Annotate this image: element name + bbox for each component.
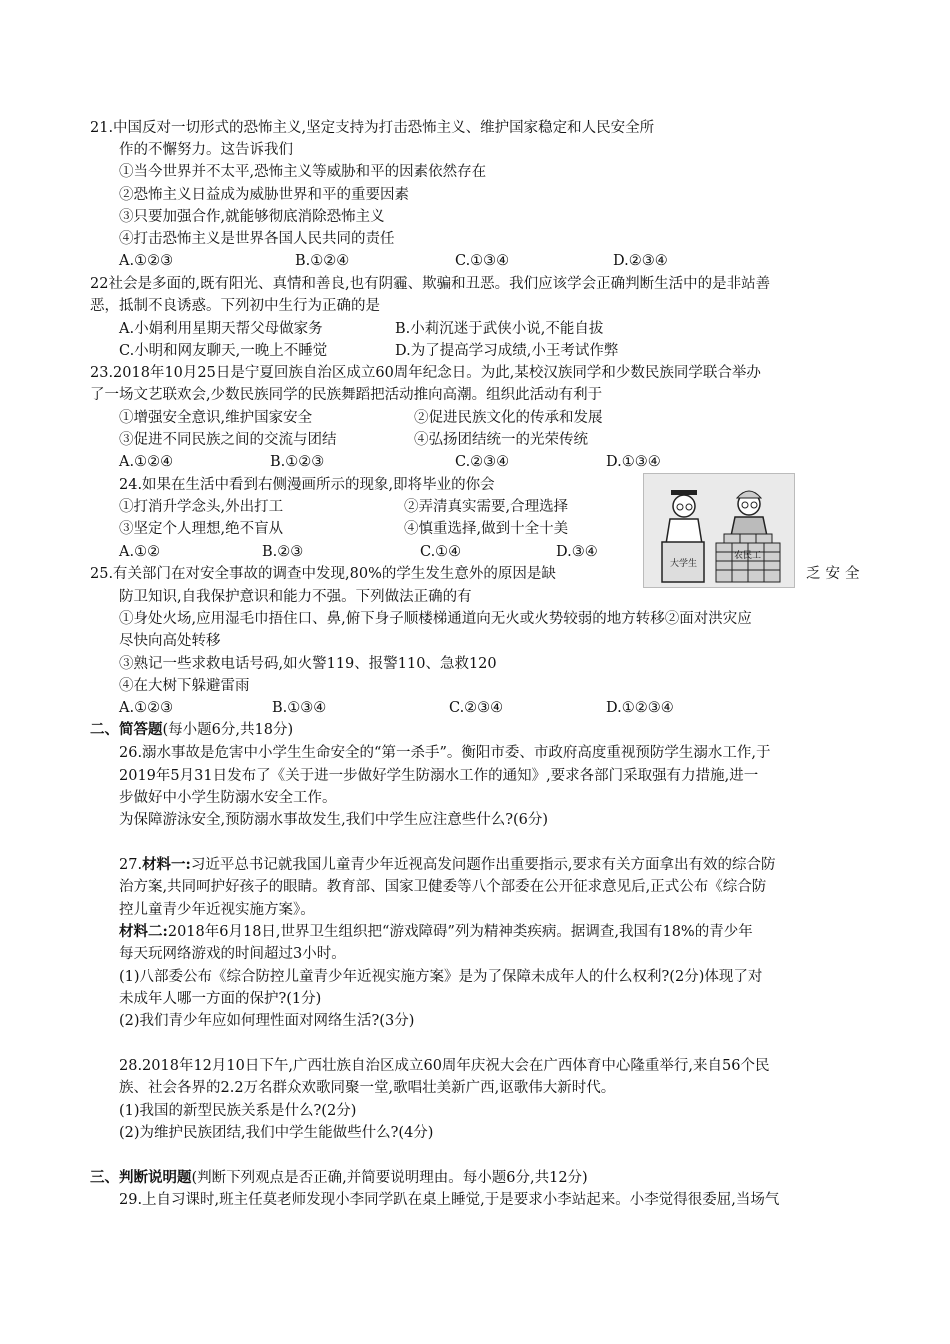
q26-line-2: 2019年5月31日发布了《关于进一步做好学生防溺水工作的通知》,要求各部门采取强有力措施,进一 <box>119 768 759 784</box>
q27-material-1-line2: 治方案,共同呵护好孩子的眼睛。教育部、国家卫健委等八个部委在公开征求意见后,正式公布《综合防 <box>119 879 767 895</box>
q21-stem-line1: 21.中国反对一切形式的恐怖主义,坚定支持为打击恐怖主义、维护国家稳定和人民安全所 <box>90 120 655 136</box>
q27-sub-question-1a: (1)八部委公布《综合防控儿童青少年近视实施方案》是为了保障未成年人的什么权利?(2分)体现了对 <box>119 969 763 985</box>
q27-sub-question-1b: 未成年人哪一方面的保护?(1分) <box>119 991 322 1007</box>
q21-item-2: ②恐怖主义日益成为威胁世界和平的重要因素 <box>119 187 409 203</box>
q24-option-a: A.①② <box>119 544 161 560</box>
q27-material-1-label: 材料一: <box>142 856 191 873</box>
section-3-note: (判断下列观点是否正确,并简要说明理由。每小题6分,共12分) <box>191 1170 588 1186</box>
q28-line-2: 族、社会各界的2.2万名群众欢歌同聚一堂,歌唱壮美新广西,讴歌伟大新时代。 <box>119 1080 616 1096</box>
q27-material-2-line2: 每天玩网络游戏的时间超过3小时。 <box>119 946 346 962</box>
q22-option-c: C.小明和网友聊天,一晚上不睡觉 <box>119 343 328 359</box>
q27-number: 27. <box>119 857 143 873</box>
q27-material-1-line3: 控儿童青少年近视实施方案》。 <box>119 902 315 918</box>
q23-option-b: B.①②③ <box>270 454 325 470</box>
q25-item-1-cont: 尽快向高处转移 <box>119 633 221 649</box>
q22-stem-line2: 恶，抵制不良诱惑。下列初中生行为正确的是 <box>90 298 380 314</box>
q25-option-a: A.①②③ <box>119 700 174 716</box>
q28-sub-question-2: (2)为维护民族团结,我们中学生能做些什么?(4分) <box>119 1125 434 1141</box>
q25-item-1: ①身处火场,应用湿毛巾捂住口、鼻,俯下身子顺楼梯通道向无火或火势较弱的地方转移②面对洪灾应 <box>119 611 752 627</box>
q25-item-3: ③熟记一些求救电话号码,如火警119、报警110、急救120 <box>119 656 497 672</box>
q22-option-b: B.小莉沉迷于武侠小说,不能自拔 <box>395 321 604 337</box>
q21-option-c: C.①③④ <box>455 253 510 269</box>
q23-stem-line2: 了一场文艺联欢会,少数民族同学的民族舞蹈把活动推向高潮。组织此活动有利于 <box>90 387 603 403</box>
q23-stem-line1: 23.2018年10月25日是宁夏回族自治区成立60周年纪念日。为此,某校汉族同学和少数民族同学联合举办 <box>90 365 761 381</box>
q25-option-b: B.①③④ <box>272 700 327 716</box>
q25-stem-line2: 防卫知识,自我保护意识和能力不强。下列做法正确的有 <box>119 589 472 605</box>
q27-sub-question-2: (2)我们青少年应如何理性面对网络生活?(3分) <box>119 1013 415 1029</box>
q21-item-3: ③只要加强合作,就能够彻底消除恐怖主义 <box>119 209 385 225</box>
section-2-note: (每小题6分,共18分) <box>162 722 294 738</box>
q23-option-c: C.②③④ <box>455 454 510 470</box>
q27-material-2-label: 材料二: <box>119 923 168 940</box>
q24-option-d: D.③④ <box>556 544 598 560</box>
cartoon-label-student: 大学生 <box>670 559 698 569</box>
q23-item-2: ②促进民族文化的传承和发展 <box>414 410 603 426</box>
section-2-heading <box>90 719 293 741</box>
q29-line-1: 29.上自习课时,班主任莫老师发现小李同学趴在桌上睡觉,于是要求小李站起来。小李觉得很委屈,当场气 <box>119 1192 780 1208</box>
q25-item-4: ④在大树下躲避雷雨 <box>119 678 250 694</box>
section-2-title: 二、简答题 <box>90 721 163 738</box>
cartoon-label-worker: 农民工 <box>734 551 762 561</box>
q24-stem: 24.如果在生活中看到右侧漫画所示的现象,即将毕业的你会 <box>119 477 495 493</box>
q21-item-1: ①当今世界并不太平,恐怖主义等威胁和平的因素依然存在 <box>119 164 487 180</box>
q25-stem-line1: 25.有关部门在对安全事故的调查中发现,80%的学生发生意外的原因是缺 <box>90 566 556 582</box>
q24-item-4: ④慎重选择,做到十全十美 <box>404 521 569 537</box>
q21-item-4: ④打击恐怖主义是世界各国人民共同的责任 <box>119 231 395 247</box>
cartoon-drawing <box>644 474 794 587</box>
q25-option-d: D.①②③④ <box>606 700 674 716</box>
q23-option-d: D.①③④ <box>606 454 661 470</box>
section-3-title: 三、判断说明题 <box>90 1169 192 1186</box>
q24-option-b: B.②③ <box>262 544 304 560</box>
q25-stem-line1-tail: 乏安全 <box>806 566 865 582</box>
q24-item-1: ①打消升学念头,外出打工 <box>119 499 284 515</box>
q26-line-3: 步做好中小学生防溺水安全工作。 <box>119 790 337 806</box>
cartoon-image <box>643 473 795 588</box>
q28-line-1: 28.2018年12月10日下午,广西壮族自治区成立60周年庆祝大会在广西体育中心隆重举行,来自56个民 <box>119 1058 770 1074</box>
section-3-heading <box>90 1167 588 1189</box>
q21-option-b: B.①②④ <box>295 253 350 269</box>
q22-stem-line1: 22社会是多面的,既有阳光、真情和善良,也有阴霾、欺骗和丑恶。我们应该学会正确判断生活中的是非站善 <box>90 276 771 292</box>
q28-sub-question-1: (1)我国的新型民族关系是什么?(2分) <box>119 1103 357 1119</box>
q21-option-a: A.①②③ <box>119 253 174 269</box>
q21-option-d: D.②③④ <box>613 253 668 269</box>
q26-question: 为保障游泳安全,预防溺水事故发生,我们中学生应注意些什么?(6分) <box>119 812 549 828</box>
q22-option-d: D.为了提高学习成绩,小王考试作弊 <box>395 343 619 359</box>
q27-material-1 <box>119 854 776 876</box>
q21-stem-line2: 作的不懈努力。这告诉我们 <box>119 142 293 158</box>
q27-material-2 <box>119 921 753 943</box>
q23-item-4: ④弘扬团结统一的光荣传统 <box>414 432 588 448</box>
q27-material-2-line1: 2018年6月18日,世界卫生组织把“游戏障碍”列为精神类疾病。据调查,我国有18%的青少年 <box>167 924 753 940</box>
q24-item-2: ②弄清真实需要,合理选择 <box>404 499 569 515</box>
q26-line-1: 26.溺水事故是危害中小学生生命安全的“第一杀手”。衡阳市委、市政府高度重视预防学生溺水工作,于 <box>119 745 771 761</box>
q22-option-a: A.小娟利用星期天帮父母做家务 <box>119 321 323 337</box>
q23-option-a: A.①②④ <box>119 454 174 470</box>
q23-item-3: ③促进不同民族之间的交流与团结 <box>119 432 337 448</box>
q27-material-1-line1: 习近平总书记就我国儿童青少年近视高发问题作出重要指示,要求有关方面拿出有效的综合防 <box>190 857 776 873</box>
q24-item-3: ③坚定个人理想,绝不盲从 <box>119 521 284 537</box>
q25-option-c: C.②③④ <box>449 700 504 716</box>
q24-option-c: C.①④ <box>420 544 462 560</box>
q23-item-1: ①增强安全意识,维护国家安全 <box>119 410 313 426</box>
